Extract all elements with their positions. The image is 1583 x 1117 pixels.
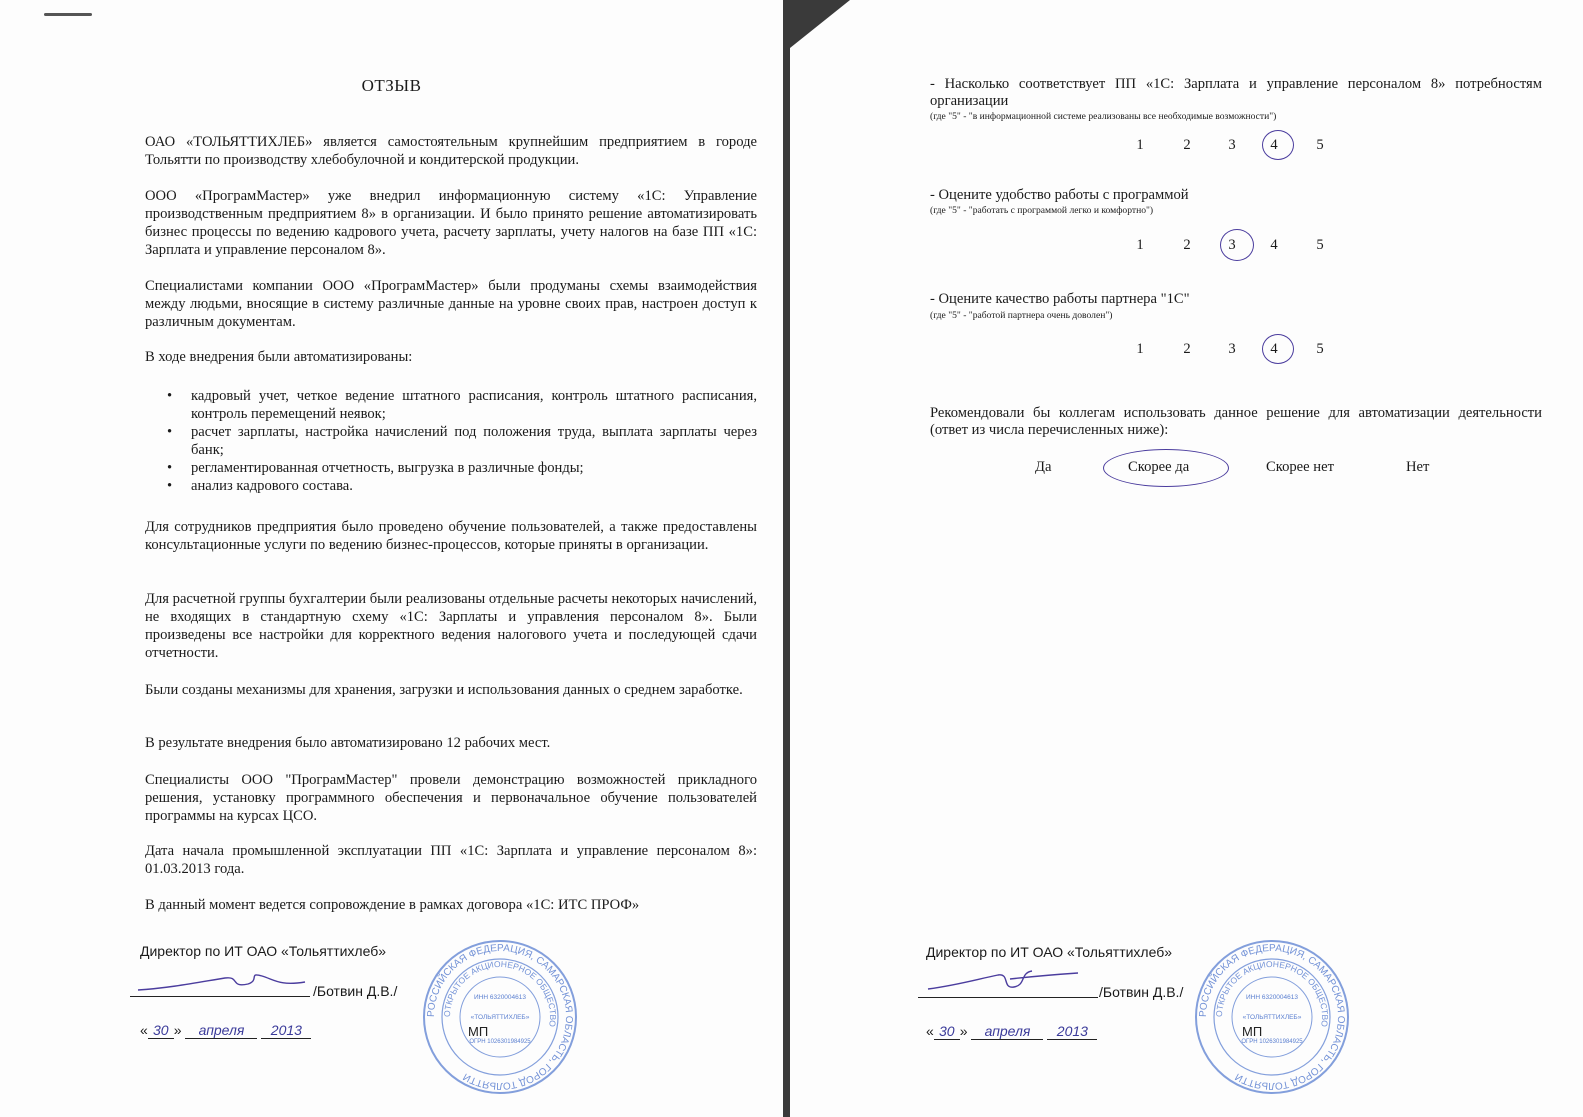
answer-option: Нет: [1406, 459, 1430, 475]
selected-answer-circle: [1262, 130, 1294, 160]
date-day: 30: [148, 1022, 174, 1039]
recommend-question: Рекомендовали бы коллегам использовать данное решение для автоматизации деятельности (ответ из числа перечисленных ниже):: [930, 405, 1542, 438]
scale-option: 3: [1228, 137, 1236, 153]
automation-list: [145, 387, 757, 495]
list-item: • анализ кадрового состава.: [145, 477, 757, 495]
scale-option: 1: [1136, 237, 1144, 253]
stamp-ogrn: ОГРН 1026301984925: [469, 1039, 531, 1045]
date-year: 2013: [1047, 1023, 1097, 1040]
paragraph: В данный момент ведется сопровождение в рамках договора «1С: ИТС ПРОФ»: [145, 897, 640, 913]
handwritten-signature: [918, 967, 1098, 993]
date-quote-close: »: [959, 1023, 968, 1039]
stamp-inn: ИНН 6320004613: [473, 994, 527, 1001]
question-3-hint: (где "5" - "работой партнера очень доволен"): [930, 310, 1113, 321]
question-3-title: - Оцените качество работы партнера "1С": [930, 291, 1190, 307]
signatory-name: /Ботвин Д.В./: [313, 983, 398, 999]
paragraph: ОАО «ТОЛЬЯТТИХЛЕБ» является самостоятельным крупнейшим предприятием в городе Тольятти по производству хлебобулочной и кондитерской продукции.: [145, 134, 757, 168]
stamp-mark: МП: [1242, 1024, 1263, 1039]
scale-option-selected: 4: [1270, 137, 1278, 153]
scale-option-selected: 4: [1270, 341, 1278, 357]
answer-option: Да: [1035, 459, 1052, 475]
signature-date: [926, 1023, 1097, 1040]
list-item: • кадровый учет, четкое ведение штатного расписания, контроль штатного расписания, контроль перемещений неявок;: [145, 387, 757, 423]
signature-line: [130, 972, 310, 997]
date-day: 30: [934, 1023, 960, 1040]
stamp-ring-text: РОССИЙСКАЯ ФЕДЕРАЦИЯ, САМАРСКАЯ ОБЛАСТЬ, ГОРОД ТОЛЬЯТТИ: [1197, 942, 1347, 1092]
scale-option: 5: [1316, 137, 1324, 153]
scale-option: 1: [1136, 137, 1144, 153]
list-item: • расчет зарплаты, настройка начислений под положения труда, выплата зарплаты через банк;: [145, 423, 757, 459]
paragraph: Для сотрудников предприятия было проведено обучение пользователей, а также предоставлены консультационные услуги по ведению бизнес-процессов, которые приняты в организации.: [145, 519, 757, 553]
paragraph: Специалистами компании ООО «ПрограмМастер» были продуманы схемы взаимодействия между людьми, вносящие в систему различные данные на уровне своих прав, настроен доступ к различным документам.: [145, 278, 757, 330]
paragraph: В ходе внедрения были автоматизированы:: [145, 349, 413, 365]
stamp-ring-text: РОССИЙСКАЯ ФЕДЕРАЦИЯ, САМАРСКАЯ ОБЛАСТЬ, ГОРОД ТОЛЬЯТТИ: [425, 942, 575, 1092]
date-quote-open: «: [926, 1023, 934, 1039]
date-month: апреля: [185, 1022, 257, 1039]
paragraph: Были созданы механизмы для хранения, загрузки и использования данных о среднем заработке.: [145, 682, 743, 698]
signatory-title: Директор по ИТ ОАО «Тольяттихлеб»: [926, 944, 1173, 960]
paragraph: В результате внедрения было автоматизировано 12 рабочих мест.: [145, 735, 551, 751]
review-page-right: [790, 0, 1583, 1117]
scale-option: 5: [1316, 341, 1324, 357]
document-title: ОТЗЫВ: [361, 76, 422, 95]
selected-answer-circle: [1220, 229, 1254, 261]
paragraph: Для расчетной группы бухгалтерии были реализованы отдельные расчеты некоторых начислений, не входящих в стандартную схему «1С: Зарплаты и управления персоналом 8». Были произведены все настройки для корректного ведения налогового учета и последующей сдачи отчетности.: [145, 591, 757, 661]
company-stamp: [1192, 937, 1352, 1097]
scan-corner: [790, 0, 850, 48]
stamp-ogrn: ОГРН 1026301984925: [1241, 1039, 1303, 1045]
answer-option-selected: Скорее да: [1128, 459, 1190, 475]
list-item: • регламентированная отчетность, выгрузка в различные фонды;: [145, 459, 757, 477]
scale-option: 2: [1183, 237, 1191, 253]
question-1-title: - Насколько соответствует ПП «1С: Зарплата и управление персоналом 8» потребностям организации: [930, 76, 1542, 109]
stamp-mark: МП: [468, 1024, 489, 1039]
date-quote-close: »: [173, 1022, 182, 1038]
scale-option-selected: 3: [1228, 237, 1236, 253]
review-page-left: [0, 0, 783, 1117]
signature-date: [140, 1022, 311, 1039]
stamp-inner-text: ОТКРЫТОЕ АКЦИОНЕРНОЕ ОБЩЕСТВО: [441, 958, 559, 1028]
date-year: 2013: [261, 1022, 311, 1039]
scan-mark: [44, 13, 92, 16]
question-2-title: - Оцените удобство работы с программой: [930, 187, 1189, 203]
scale-option: 2: [1183, 341, 1191, 357]
answer-option: Скорее нет: [1266, 459, 1334, 475]
scale-option: 1: [1136, 341, 1144, 357]
signature-line: [918, 973, 1098, 998]
selected-answer-circle: [1262, 334, 1294, 364]
question-2-hint: (где "5" - "работать с программой легко и комфортно"): [930, 205, 1154, 216]
signatory-name: /Ботвин Д.В./: [1099, 984, 1184, 1000]
question-1-hint: (где "5" - "в информационной системе реализованы все необходимые возможности"): [930, 111, 1277, 122]
stamp-center-text: «ТОЛЬЯТТИХЛЕБ»: [470, 1014, 530, 1021]
selected-answer-ellipse: [1103, 449, 1229, 487]
date-quote-open: «: [140, 1022, 148, 1038]
signatory-title: Директор по ИТ ОАО «Тольяттихлеб»: [140, 943, 387, 959]
scale-option: 2: [1183, 137, 1191, 153]
stamp-center-text: «ТОЛЬЯТТИХЛЕБ»: [1242, 1014, 1302, 1021]
scale-option: 4: [1270, 237, 1278, 253]
date-month: апреля: [971, 1023, 1043, 1040]
handwritten-signature: [130, 968, 310, 994]
stamp-inn: ИНН 6320004613: [1245, 994, 1299, 1001]
paragraph: Специалисты ООО "ПрограмМастер" провели демонстрацию возможностей прикладного решения, установку программного обеспечения и первоначальное обучение пользователей программы на курсах ЦСО.: [145, 772, 757, 824]
scale-option: 5: [1316, 237, 1324, 253]
stamp-inner-text: ОТКРЫТОЕ АКЦИОНЕРНОЕ ОБЩЕСТВО: [1213, 958, 1331, 1028]
paragraph: Дата начала промышленной эксплуатации ПП «1С: Зарплата и управление персоналом 8»: 01.03.2013 года.: [145, 843, 757, 877]
paragraph: ООО «ПрограмМастер» уже внедрил информационную систему «1С: Управление производственным предприятием 8» в организации. И было принято решение автоматизировать бизнес процессы по ведению кадрового учета, расчету зарплаты, учету налогов на базе ПП «1С: Зарплата и управление персоналом 8».: [145, 188, 757, 258]
scale-option: 3: [1228, 341, 1236, 357]
company-stamp: [420, 937, 580, 1097]
